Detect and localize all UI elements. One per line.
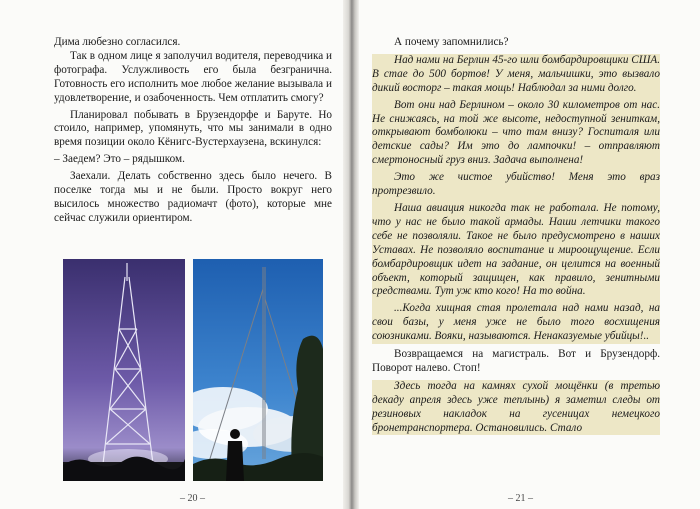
quote-paragraph: Над нами на Берлин 45-го шли бомбардировщики США. В стае до 500 бортов! У меня, мальчишки, это вызвало дикий восторг – такая мощь! Наблюдал за ними долго.	[372, 53, 660, 94]
paragraph: Так в одном лице я заполучил водителя, переводчика и фотографа. Услужливость его была безгранична. Готовность его исполнить мое любое желание вызывала и удовлетворение, и озабоченность. Чем отплатить смогу?	[54, 49, 332, 104]
paragraph: Планировал побывать в Брузендорфе и Баруте. Но стоило, например, упомянуть, что мы занимали в одно время позиции около Кёнигс-Вустерхаузена, вскинулся:	[54, 108, 332, 149]
page-number-right: – 21 –	[508, 493, 533, 504]
quote-paragraph: Наша авиация никогда так не работала. Не потому, что у нас не было такой армады. Наши летчики такого себе не позволяли. Такое не было предусмотрено в наших Уставах. Не позволяло воспитание и мироощущение. Если бомбардировщик идет на задание, он целится на военный объект, который защищен, как правило, зенитными средствами. Тут уж кто кого! На то война.	[372, 201, 660, 298]
left-page-text	[54, 36, 332, 226]
photo-tall-radio-mast	[193, 259, 323, 481]
paragraph: – Заедем? Это – рядышком.	[54, 153, 185, 166]
highlighted-quote	[372, 380, 660, 436]
paragraph: Заехали. Делать собственно здесь было нечего. В поселке тогда мы и не были. Просто вокруг него высилось множество радиомачт (фото), которые мне сейчас служили ориентиром.	[54, 170, 332, 224]
book-gutter	[343, 0, 359, 509]
quote-paragraph: Здесь тогда на камнях сухой мощёнки (в третью декаду апреля здесь уже теплынь) я заметил следы от резиновых накладок на гусеницах немецкого бронетранспортера. Остановились. Стало	[372, 379, 660, 434]
paragraph: Дима любезно согласился.	[54, 36, 181, 48]
highlighted-quote	[372, 54, 660, 344]
paragraph: Возвращаемся на магистраль. Вот и Брузендорф. Поворот налево. Стоп!	[372, 348, 660, 374]
quote-paragraph: Вот они над Берлином – около 30 километров от нас. Не снижаясь, на той же высоте, недоступной зениткам, открывают бомболюки – что там внизу? Госпиталя или детские сады? Им это до лампочки! – отправляют смертоносный груз вниз. Задача выполнена!	[372, 98, 660, 167]
right-page-text	[372, 36, 660, 435]
quote-paragraph: Это же чистое убийство! Меня это враз протрезвило.	[372, 171, 660, 198]
radio-mast-photos	[63, 259, 323, 487]
page-number-left: – 20 –	[180, 493, 205, 504]
paragraph: А почему запомнились?	[394, 36, 509, 48]
photo-lit-radio-tower	[63, 259, 185, 481]
quote-paragraph: ...Когда хищная стая пролетала над нами назад, на свои базы, у меня уже не было того восхищения союзниками. Вояки, называются. Ненаказуемые убийцы!..	[372, 302, 660, 343]
